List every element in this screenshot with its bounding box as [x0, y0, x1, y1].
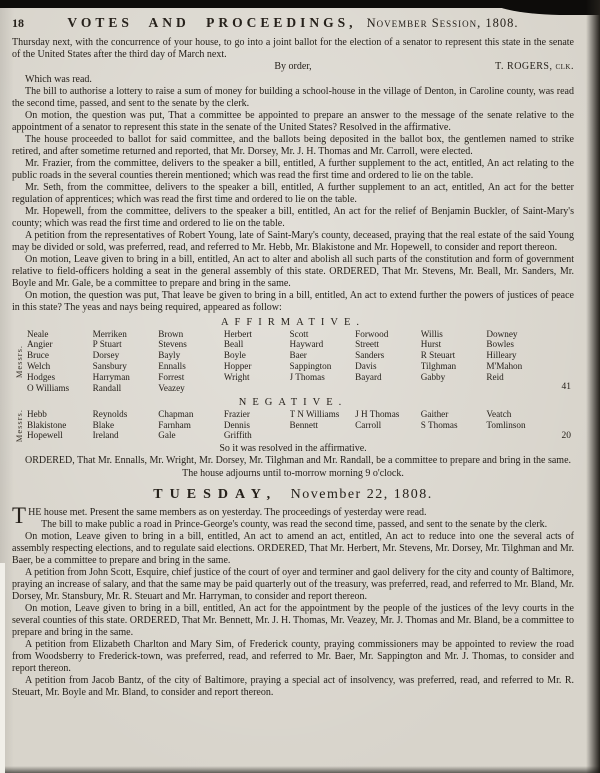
negative-table [12, 409, 574, 442]
paragraph: On motion, Leave given to bring in a bill, entitled, An act for the appointment by the people of the justices of the levy courts in the several counties of this state. ORDERED, That Mr. Bennett, Mr. J. H. Thomas, Mr. Veazey, Mr. J. Thomas and Mr. Bland, be a committee to prepare and bring in the same. [12, 602, 574, 638]
paragraph: The bill to authorise a lottery to raise a sum of money for building a school-house in the village of Denton, in Caroline county, was read the second time, passed, and sent to the senate by the clerk. [12, 85, 574, 109]
clerk-signature: T. ROGERS, clk. [495, 61, 574, 72]
negative-name: Ireland [92, 430, 119, 441]
affirmative-count: 41 [561, 382, 571, 393]
affirmative-name: Forrest [158, 371, 185, 382]
scan-bottom-edge [0, 766, 600, 773]
affirmative-name: Beall [223, 339, 244, 350]
vote-column [290, 409, 356, 431]
scan-right-edge [586, 0, 600, 773]
affirmative-name: Baer [289, 350, 307, 361]
affirmative-name: P Stuart [92, 339, 122, 350]
day-name: TUESDAY, [153, 486, 278, 502]
affirmative-name: O Williams [27, 382, 70, 393]
paragraph: A petition from Elizabeth Charlton and Mary Sim, of Frederick county, praying commissioners may be appointed to review the road from Woodsberry to Frederick-town, was preferred, read, and referred to Mr. Baer, Mr. Sappington and Mr. J. Thomas, to consider and report thereon. [12, 638, 574, 674]
affirmative-name: Neale [27, 328, 49, 339]
affirmative-name: Tilghman [420, 361, 457, 372]
vote-column [93, 329, 159, 394]
affirmative-name: M'Mahon [486, 361, 523, 372]
affirmative-name: Brown [158, 328, 184, 339]
affirmative-name: Scott [289, 328, 309, 339]
paragraph: On motion, the question was put, That leave be given to bring in a bill, entitled, An act to extend further the powers of justices of peace in this state? The yeas and nays being required, appeared as follow: [12, 289, 574, 313]
negative-name: Chapman [158, 408, 194, 419]
affirmative-name: Streett [355, 339, 380, 350]
affirmative-name: Ennalls [158, 361, 186, 372]
vote-column [421, 409, 487, 431]
paragraph: A petition from John Scott, Esquire, chief justice of the court of oyer and terminer and gaol delivery for the city and county of Baltimore, praying an increase of salary, and that the same may be paid quarterly out of the treasury, was preferred, read, and referred to Mr. Bland, Mr. Dorsey, Mr. Stansbury, Mr. R. Steuart and Mr. Harryman, to consider and report thereon. [12, 566, 575, 602]
negative-name: Frazier [223, 408, 250, 419]
affirmative-name: Downey [486, 328, 518, 339]
negative-name: Carroll [355, 419, 382, 430]
negative-name: Blake [92, 419, 115, 430]
negative-name: Hopewell [27, 430, 63, 441]
vote-column [486, 409, 552, 431]
affirmative-name: Davis [355, 361, 377, 372]
negative-name: Gale [158, 430, 176, 441]
vote-column [27, 409, 93, 442]
scan-left-backing [0, 563, 5, 773]
affirmative-name: R Steuart [420, 350, 456, 361]
vote-column [224, 409, 290, 442]
negative-name: Tomlinson [486, 419, 526, 430]
paragraph: On motion, Leave given to bring in a bill, entitled, An act to amend an act, entitled, An act to reduce into one the several acts of assembly respecting elections, and to regulate said elections. ORDERED, That Mr. Herbert, Mr. Stevens, Mr. Dorsey, Mr. Tilghman and Mr. Baer, be a committee to prepare and bring in the same. [12, 530, 574, 566]
vote-column [355, 409, 421, 431]
affirmative-name: Forwood [355, 328, 389, 339]
affirmative-name: Merriken [92, 328, 127, 339]
adjourn-line: The house adjourns until to-morrow morning 9 o'clock. [182, 467, 404, 479]
affirmative-name: Gabby [420, 371, 446, 382]
paragraph: The house proceeded to ballot for said committee, and the ballots being deposited in the ballot box, the gentlemen named to strike retired, and after sometime returned and reported, that Mr. Dorsey, Mr. J. H. Thomas and Mr. Carroll, were elected. [12, 133, 574, 157]
vote-column [290, 329, 356, 383]
paragraph: The bill to make public a road in Prince-George's county, was read the second time, passed, and sent to the senate by the clerk. [41, 518, 548, 530]
negative-name: Bennett [289, 419, 319, 430]
page-number: 18 [12, 16, 24, 30]
affirmative-name: Welch [27, 361, 51, 372]
affirmative-name: Sappington [289, 361, 332, 372]
paragraph: A petition from Jacob Bantz, of the city of Baltimore, praying a special act of insolvency, was preferred, read, and referred to Mr. R. Steuart, Mr. Boyle and Mr. Bland, to consider and report thereon. [12, 674, 574, 698]
affirmative-name: Hilleary [486, 350, 517, 361]
negative-name: Dennis [223, 419, 250, 430]
vote-column [158, 329, 224, 394]
affirmative-name: Wright [223, 371, 250, 382]
negative-name: Hebb [27, 408, 47, 419]
by-order-label: By order, [274, 61, 312, 72]
affirmative-name: Hopper [223, 361, 252, 372]
affirmative-name: Sanders [355, 350, 385, 361]
affirmative-name: Angier [27, 339, 53, 350]
paragraph: On motion, the question was put, That a committee be appointed to prepare an answer to the message of the senate relative to the appointment of a senator to represent this state in the senate of the United States? Resolved in the affirmative. [12, 109, 574, 133]
affirmative-name: Herbert [223, 328, 252, 339]
vote-column [486, 329, 552, 383]
affirmative-name: Hayward [289, 339, 324, 350]
affirmative-name: Bruce [27, 350, 49, 361]
affirmative-name: Stevens [158, 339, 187, 350]
day-date: November 22, 1808. [290, 486, 433, 502]
affirmative-name: Harryman [92, 371, 130, 382]
negative-name: Farnham [158, 419, 191, 430]
vote-column [421, 329, 487, 383]
vote-column [158, 409, 224, 442]
affirmative-name: Bayly [158, 350, 181, 361]
paragraph: ORDERED, That Mr. Ennalls, Mr. Wright, Mr. Dorsey, Mr. Tilghman and Mr. Randall, be a committee to prepare and bring in the same. [25, 454, 572, 466]
session-title: November Session, 1808. [366, 16, 519, 30]
affirmative-name: Hurst [420, 339, 442, 350]
drop-cap: T [12, 502, 27, 528]
paragraph: Mr. Frazier, from the committee, delivers to the speaker a bill, entitled, A further supplement to the act, entitled, An act relating to the public roads in the several counties therein mentioned; which was read the first time and ordered to lie on the table. [12, 157, 574, 181]
affirmative-name: J Thomas [289, 371, 325, 382]
vote-column [224, 329, 290, 383]
negative-count: 20 [561, 430, 571, 441]
paragraph: Which was read. [25, 73, 92, 85]
affirmative-name: Boyle [223, 350, 246, 361]
paragraph-text: HE house met. Present the same members as on yesterday. The proceedings of yesterday were read. [28, 506, 427, 518]
affirmative-section [12, 317, 574, 394]
by-order-line [12, 61, 574, 74]
affirmative-name: Willis [420, 328, 443, 339]
negative-name: Blakistone [27, 419, 67, 430]
affirmative-name: Reid [486, 371, 504, 382]
vote-column [27, 329, 93, 394]
negative-name: Griffith [223, 430, 252, 441]
paragraph: Mr. Seth, from the committee, delivers to the speaker a bill, entitled, A further supplement to an act, entitled, An act for the better regulation of apprentices; which was read the first time and ordered to lie on the table. [12, 181, 574, 205]
affirmative-name: Bayard [355, 371, 382, 382]
running-title [46, 14, 540, 32]
negative-name: Reynolds [92, 408, 128, 419]
negative-name: S Thomas [420, 419, 458, 430]
negative-name: T N Williams [289, 408, 340, 419]
affirmative-name: Sansbury [92, 361, 127, 372]
order-spacer [12, 61, 274, 74]
tuesday-heading [12, 487, 574, 503]
negative-section [12, 397, 574, 442]
vote-column [355, 329, 421, 383]
paragraph: On motion, Leave given to bring in a bill, entitled, An act to alter and abolish all such parts of the constitution and form of government relative to field-officers holding a seat in the general assembly of this state. ORDERED, That Mr. Stevens, Mr. Beall, Mr. Sanders, Mr. Boyle and Mr. Gale, be a committee to prepare and bring in the same. [12, 253, 574, 289]
paragraph: Thursday next, with the concurrence of your house, to go into a joint ballot for the election of a senator to represent this state in the senate of the United States after the third day of March next. [12, 37, 574, 60]
vote-result: So it was resolved in the affirmative. [219, 442, 367, 454]
messrs-label: Messrs. [14, 408, 24, 442]
messrs-label: Messrs. [14, 344, 24, 378]
affirmative-table [12, 329, 574, 394]
page-title: VOTES AND PROCEEDINGS, [67, 15, 357, 30]
vote-column [93, 409, 159, 442]
negative-name: Veatch [486, 408, 512, 419]
negative-heading: NEGATIVE. [238, 396, 348, 408]
page-header [12, 14, 574, 32]
affirmative-name: Dorsey [92, 350, 120, 361]
paragraph: A petition from the representatives of Robert Young, late of Saint-Mary's county, deceased, praying that the real estate of the said Young may be divided or sold, was preferred, read, and referred to Mr. Hebb, Mr. Blakistone and Mr. Hopewell, to consider and report thereon. [12, 229, 574, 253]
affirmative-name: Veazey [158, 382, 185, 393]
negative-name: J H Thomas [355, 408, 400, 419]
paragraph: Mr. Hopewell, from the committee, delivers to the speaker a bill, entitled, An act for the relief of Benjamin Buckler, of Saint-Mary's county; which was read the first time and ordered to lie on the table. [12, 205, 574, 229]
affirmative-name: Bowles [486, 339, 514, 350]
affirmative-name: Randall [92, 382, 122, 393]
affirmative-name: Hodges [27, 371, 56, 382]
negative-name: Gaither [420, 408, 449, 419]
affirmative-heading: AFFIRMATIVE. [220, 316, 366, 328]
